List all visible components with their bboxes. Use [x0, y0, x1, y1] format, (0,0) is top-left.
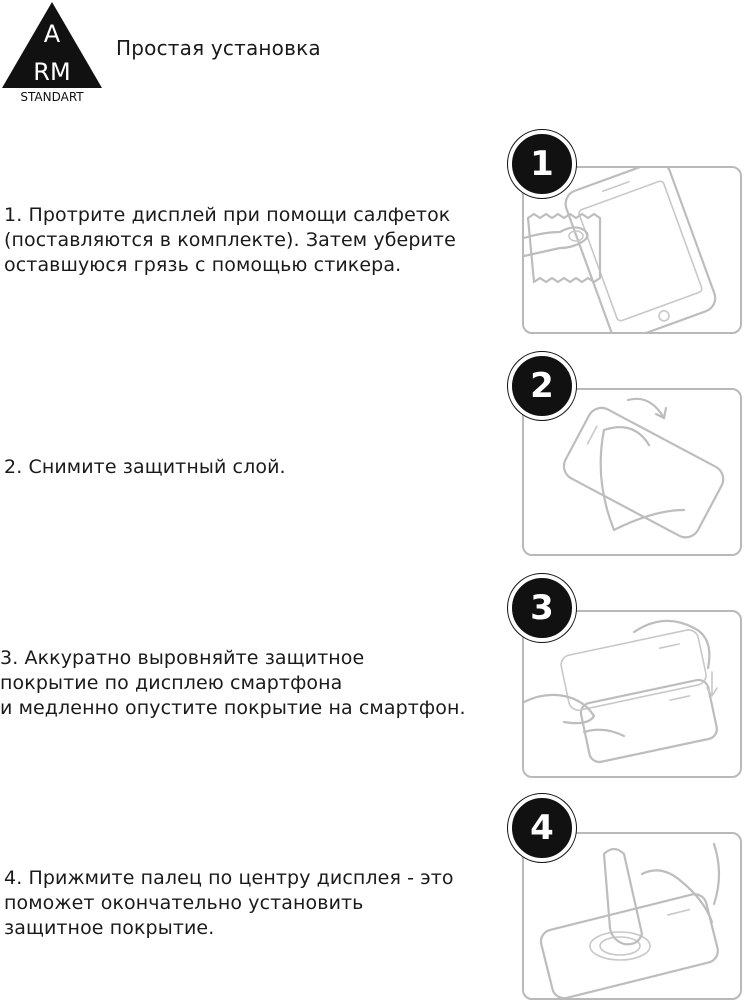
step-3-text: 3. Аккуратно выровняйте защитное покрытие по дисплею смартфона и медленно опустите покрытие на смартфон. — [0, 647, 466, 719]
brand-logo — [2, 0, 106, 104]
step-1-badge: 1 — [508, 130, 576, 198]
step-3-badge: 3 — [508, 574, 576, 642]
logo-brand-text: STANDART — [20, 90, 84, 104]
page-title: Простая установка — [116, 36, 321, 60]
step-2-badge: 2 — [508, 352, 576, 420]
step-2-text: 2. Снимите защитный слой. — [4, 456, 286, 478]
logo-letters-rm: RM — [33, 58, 71, 86]
logo-letter-a: A — [43, 20, 61, 48]
step-1-text: 1. Протрите дисплей при помощи салфеток (поставляются в комплекте). Затем уберите оставшуюся грязь с помощью стикера. — [4, 204, 456, 276]
step-4-text: 4. Прижмите палец по центру дисплея - это поможет окончательно установить защитное покрытие. — [4, 867, 454, 939]
step-4-badge: 4 — [508, 794, 576, 862]
